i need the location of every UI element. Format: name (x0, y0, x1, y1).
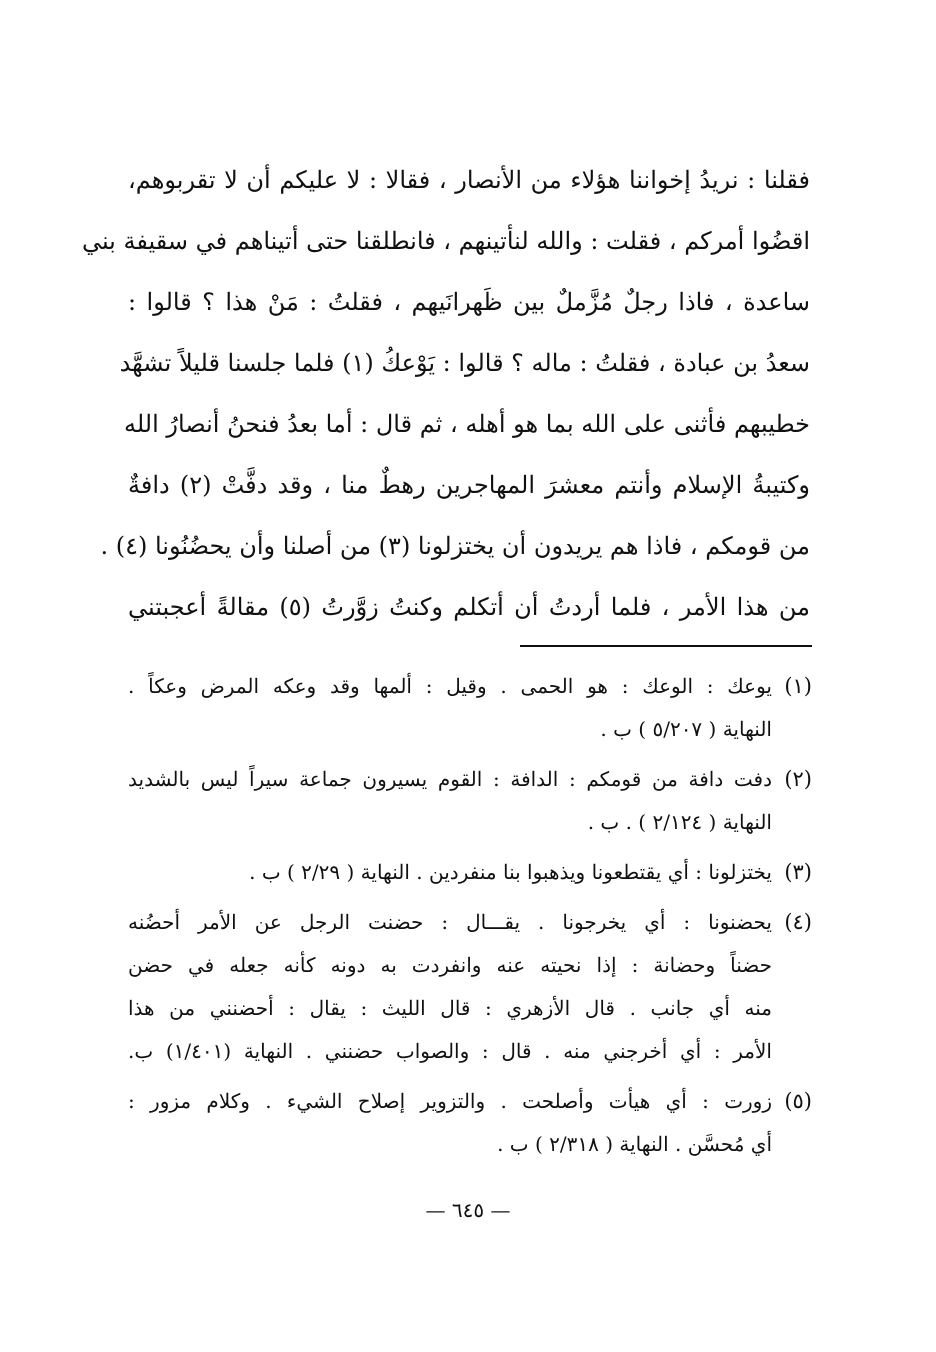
footnote-4 (128, 901, 812, 1073)
footnote-number: (١) (784, 674, 812, 698)
main-text-line: من هذا الأمر ، فلما أردتُ أن أتكلم وكنتُ زوَّرتُ (٥) مقالةً أعجبتني (128, 593, 810, 621)
footnote-5 (128, 1080, 812, 1166)
footnote-body (128, 1080, 772, 1166)
footnote-line: دفت دافة من قومكم : الدافة : القوم يسيرون جماعة سيراً ليس بالشديد (128, 767, 772, 791)
footnote-separator (520, 645, 812, 647)
footnote-line: حضناً وحضانة : إذا نحيته عنه وانفردت به دونه كأنه جعله في حضن (128, 953, 772, 977)
main-text (81, 150, 810, 638)
footnote-line: النهاية ( ٢/١٢٤ ) . ب . (587, 810, 772, 834)
footnote-body (128, 665, 772, 751)
footnote-body (128, 758, 772, 844)
footnote-number: (٢) (784, 767, 812, 791)
page-number: — ٦٤٥ — (425, 1198, 511, 1222)
main-text-line: خطيبهم فأثنى على الله بما هو أهله ، ثم قال : أما بعدُ فنحنُ أنصارُ الله (123, 410, 810, 438)
main-text-line: سعدُ بن عبادة ، فقلتُ : ماله ؟ قالوا : يَوْعكُ (١) فلما جلسنا قليلاً تشهَّد (119, 349, 810, 377)
footnote-3 (128, 851, 812, 894)
footnote-line: النهاية ( ٥/٢٠٧ ) ب . (600, 717, 772, 741)
main-text-line: اقضُوا أمركم ، فقلت : والله لنأتينهم ، فانطلقنا حتى أتيناهم في سقيفة بني (81, 227, 810, 255)
footnote-number: (٤) (784, 910, 812, 934)
footnotes (128, 665, 812, 1173)
footnote-body (128, 851, 772, 894)
footnote-line: يختزلونا : أي يقتطعونا ويذهبوا بنا منفردين . النهاية ( ٢/٢٩ ) ب . (249, 860, 772, 884)
footnote-body (128, 901, 772, 1073)
footnote-line: يحضنونا : أي يخرجونا . يقـــال : حضنت الرجل عن الأمر أحضُنه (128, 910, 772, 934)
footnote-line: منه أي جانب . قال الأزهري : قال الليث : يقال : أحضنني من هذا (128, 996, 772, 1020)
footnote-line: زورت : أي هيأت وأصلحت . والتزوير إصلاح الشيء . وكلام مزور : (128, 1089, 772, 1113)
footnote-line: يوعك : الوعك : هو الحمى . وقيل : ألمها وقد وعكه المرض وعكاً . (128, 674, 772, 698)
main-text-line: من قومكم ، فاذا هم يريدون أن يختزلونا (٣) من أصلنا وأن يحضُنُونا (٤) . (100, 532, 810, 560)
footnote-1 (128, 665, 812, 751)
main-text-line: فقلنا : نريدُ إخواننا هؤلاء من الأنصار ، فقالا : لا عليكم أن لا تقربوهم، (128, 166, 810, 194)
footnote-number: (٥) (784, 1089, 812, 1113)
main-text-line: وكتيبةُ الإسلام وأنتم معشرَ المهاجرين رهطٌ منا ، وقد دفَّتْ (٢) دافةٌ (128, 471, 810, 499)
footnote-line: أي مُحسَّن . النهاية ( ٢/٣١٨ ) ب . (497, 1132, 772, 1156)
footnote-number: (٣) (784, 860, 812, 884)
footnote-line: الأمر : أي أخرجني منه . قال : والصواب حضنني . النهاية (١/٤٠١) ب. (128, 1039, 772, 1063)
footnote-2 (128, 758, 812, 844)
main-text-line: ساعدة ، فاذا رجلٌ مُزَّملٌ بين ظَهرانَيهم ، فقلتُ : مَنْ هذا ؟ قالوا : (128, 288, 810, 316)
